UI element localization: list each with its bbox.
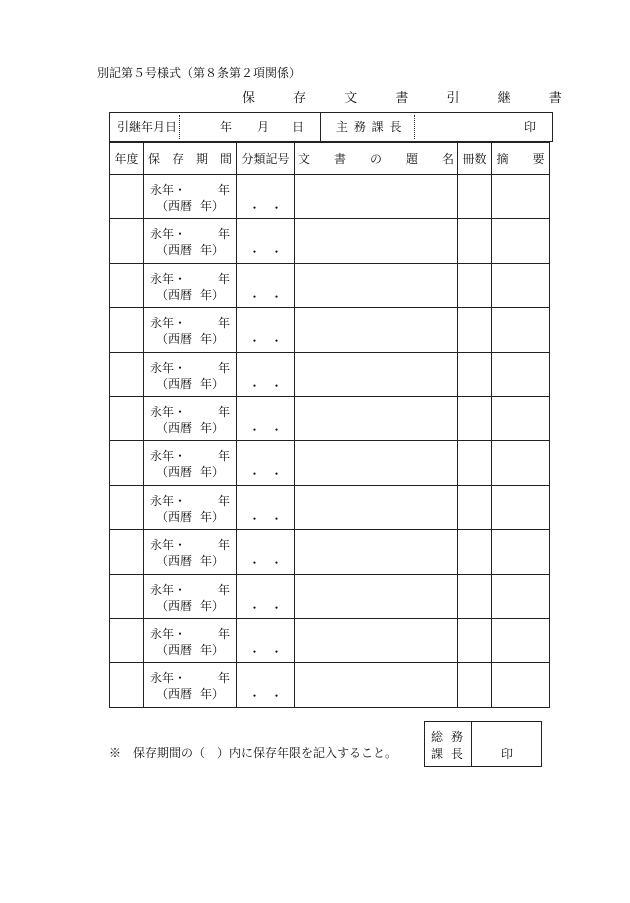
- header-classification: 分類記号: [237, 143, 295, 175]
- western-year-close: 年）: [199, 554, 224, 569]
- retention-period-cell[interactable]: [144, 530, 237, 574]
- western-year-open: （西暦: [156, 687, 193, 702]
- classification-dots: ・・: [248, 378, 293, 393]
- document-title-cell[interactable]: [295, 663, 458, 707]
- document-table: [109, 142, 550, 708]
- document-title-cell[interactable]: [295, 175, 458, 219]
- notes-cell[interactable]: [492, 485, 550, 529]
- period-year-unit: 年: [217, 183, 230, 197]
- western-year-open: （西暦: [156, 199, 193, 213]
- table-row: [110, 308, 550, 352]
- period-prefix: 永年・: [150, 271, 187, 286]
- western-year-open: （西暦: [156, 420, 193, 435]
- solid-divider: [320, 113, 321, 141]
- header-document-title: 文 書 の 題 名: [295, 143, 458, 175]
- approval-label-line2: 課長: [431, 747, 472, 761]
- year-cell[interactable]: [110, 308, 144, 352]
- volumes-cell[interactable]: [458, 352, 492, 396]
- volumes-cell[interactable]: [458, 663, 492, 707]
- year-cell[interactable]: [110, 441, 144, 485]
- period-prefix: 永年・: [150, 227, 187, 242]
- period-prefix: 永年・: [150, 360, 187, 375]
- day-unit: 日: [292, 120, 305, 134]
- volumes-cell[interactable]: [458, 618, 492, 662]
- western-year-close: 年）: [199, 376, 224, 391]
- year-cell[interactable]: [110, 175, 144, 219]
- western-year-open: （西暦: [156, 332, 193, 347]
- notes-cell[interactable]: [492, 663, 550, 707]
- document-title-cell[interactable]: [295, 352, 458, 396]
- document-title-cell[interactable]: [295, 396, 458, 440]
- notes-cell[interactable]: [492, 530, 550, 574]
- year-cell[interactable]: [110, 396, 144, 440]
- notes-cell[interactable]: [492, 441, 550, 485]
- document-title-cell[interactable]: [295, 618, 458, 662]
- table-row: [110, 618, 550, 662]
- classification-cell[interactable]: [237, 219, 295, 263]
- table-row: [110, 219, 550, 263]
- classification-dots: ・・: [248, 289, 293, 304]
- table-row: [110, 396, 550, 440]
- period-year-unit: 年: [217, 582, 230, 597]
- classification-cell[interactable]: [237, 574, 295, 618]
- notes-cell[interactable]: [492, 574, 550, 618]
- classification-dots: ・・: [248, 511, 293, 526]
- western-year-close: 年）: [199, 287, 224, 302]
- retention-period-cell[interactable]: [144, 308, 237, 352]
- notes-cell[interactable]: [492, 396, 550, 440]
- table-header-row: [110, 143, 550, 175]
- period-year-unit: 年: [217, 449, 230, 464]
- classification-cell[interactable]: [237, 663, 295, 707]
- period-year-unit: 年: [217, 271, 230, 286]
- notes-cell[interactable]: [492, 618, 550, 662]
- western-year-close: 年）: [199, 642, 224, 657]
- year-cell[interactable]: [110, 618, 144, 662]
- period-year-unit: 年: [217, 626, 230, 641]
- classification-cell[interactable]: [237, 618, 295, 662]
- retention-period-cell[interactable]: [144, 574, 237, 618]
- period-prefix: 永年・: [150, 404, 187, 419]
- western-year-open: （西暦: [156, 642, 193, 657]
- classification-dots: ・・: [248, 467, 293, 482]
- header-period: 保 存 期 間: [144, 143, 237, 175]
- document-title-cell[interactable]: [295, 441, 458, 485]
- document-title-cell[interactable]: [295, 219, 458, 263]
- classification-dots: ・・: [248, 644, 293, 659]
- year-cell[interactable]: [110, 352, 144, 396]
- volumes-cell[interactable]: [458, 263, 492, 307]
- retention-period-cell[interactable]: [144, 485, 237, 529]
- period-prefix: 永年・: [150, 449, 187, 464]
- form-label: 別記第５号様式（第８条第２項関係）: [97, 66, 302, 80]
- western-year-close: 年）: [199, 420, 224, 435]
- document-title-cell[interactable]: [295, 485, 458, 529]
- classification-cell[interactable]: [237, 441, 295, 485]
- period-prefix: 永年・: [150, 582, 187, 597]
- month-unit: 月: [257, 120, 270, 134]
- approval-seal-mark: 印: [501, 747, 514, 761]
- notes-cell[interactable]: [492, 219, 550, 263]
- period-year-unit: 年: [217, 316, 230, 331]
- classification-dots: ・・: [248, 245, 293, 260]
- table-row: [110, 263, 550, 307]
- footnote: ※ 保存期間の（ ）内に保存年限を記入すること。: [109, 746, 398, 760]
- classification-cell[interactable]: [237, 485, 295, 529]
- period-prefix: 永年・: [150, 671, 187, 686]
- retention-period-cell[interactable]: [144, 396, 237, 440]
- notes-cell[interactable]: [492, 263, 550, 307]
- western-year-open: （西暦: [156, 598, 193, 613]
- retention-period-cell[interactable]: [144, 175, 237, 219]
- period-prefix: 永年・: [150, 316, 187, 331]
- western-year-open: （西暦: [156, 554, 193, 569]
- transfer-info-row: [109, 112, 553, 142]
- manager-label: 主 務 課 長: [336, 120, 403, 134]
- document-title-cell[interactable]: [295, 308, 458, 352]
- year-cell[interactable]: [110, 663, 144, 707]
- retention-period-cell[interactable]: [144, 618, 237, 662]
- document-title-cell[interactable]: [295, 574, 458, 618]
- table-row: [110, 175, 550, 219]
- western-year-close: 年）: [199, 598, 224, 613]
- western-year-close: 年）: [199, 687, 224, 702]
- table-row: [110, 574, 550, 618]
- classification-dots: ・・: [248, 689, 293, 704]
- western-year-close: 年）: [199, 199, 224, 213]
- header-year: 年度: [110, 143, 144, 175]
- period-year-unit: 年: [217, 671, 230, 686]
- classification-cell[interactable]: [237, 352, 295, 396]
- western-year-open: （西暦: [156, 287, 193, 302]
- retention-period-cell[interactable]: [144, 263, 237, 307]
- western-year-close: 年）: [199, 509, 224, 524]
- document-title-cell[interactable]: [295, 530, 458, 574]
- approval-divider: [471, 722, 472, 766]
- table-row: [110, 485, 550, 529]
- period-prefix: 永年・: [150, 183, 187, 197]
- dotted-divider: [414, 115, 415, 139]
- western-year-open: （西暦: [156, 243, 193, 258]
- western-year-close: 年）: [199, 243, 224, 258]
- year-cell[interactable]: [110, 485, 144, 529]
- year-unit: 年: [220, 120, 233, 134]
- volumes-cell[interactable]: [458, 574, 492, 618]
- volumes-cell[interactable]: [458, 308, 492, 352]
- classification-dots: ・・: [248, 600, 293, 615]
- classification-cell[interactable]: [237, 530, 295, 574]
- year-cell[interactable]: [110, 530, 144, 574]
- western-year-open: （西暦: [156, 509, 193, 524]
- year-cell[interactable]: [110, 574, 144, 618]
- western-year-close: 年）: [199, 332, 224, 347]
- volumes-cell[interactable]: [458, 175, 492, 219]
- header-notes: 摘 要: [492, 143, 550, 175]
- period-year-unit: 年: [217, 538, 230, 553]
- volumes-cell[interactable]: [458, 441, 492, 485]
- classification-cell[interactable]: [237, 175, 295, 219]
- table-row: [110, 441, 550, 485]
- classification-dots: ・・: [248, 556, 293, 571]
- western-year-open: （西暦: [156, 376, 193, 391]
- period-year-unit: 年: [217, 360, 230, 375]
- western-year-close: 年）: [199, 465, 224, 480]
- year-cell[interactable]: [110, 219, 144, 263]
- notes-cell[interactable]: [492, 308, 550, 352]
- document-title: 保 存 文 書 引 継 書: [242, 91, 579, 106]
- classification-cell[interactable]: [237, 263, 295, 307]
- volumes-cell[interactable]: [458, 530, 492, 574]
- retention-period-cell[interactable]: [144, 663, 237, 707]
- volumes-cell[interactable]: [458, 485, 492, 529]
- classification-cell[interactable]: [237, 308, 295, 352]
- retention-period-cell[interactable]: [144, 219, 237, 263]
- classification-dots: ・・: [248, 334, 293, 349]
- document-title-cell[interactable]: [295, 263, 458, 307]
- volumes-cell[interactable]: [458, 396, 492, 440]
- table-row: [110, 530, 550, 574]
- volumes-cell[interactable]: [458, 219, 492, 263]
- period-year-unit: 年: [217, 227, 230, 242]
- period-year-unit: 年: [217, 404, 230, 419]
- classification-dots: ・・: [248, 422, 293, 437]
- approval-box: [424, 721, 542, 767]
- classification-dots: ・・: [248, 201, 293, 215]
- dotted-divider: [179, 115, 180, 139]
- period-prefix: 永年・: [150, 626, 187, 641]
- approval-label-line1: 総務: [431, 730, 472, 744]
- period-prefix: 永年・: [150, 493, 187, 508]
- classification-cell[interactable]: [237, 396, 295, 440]
- western-year-open: （西暦: [156, 465, 193, 480]
- period-year-unit: 年: [217, 493, 230, 508]
- notes-cell[interactable]: [492, 175, 550, 219]
- year-cell[interactable]: [110, 263, 144, 307]
- retention-period-cell[interactable]: [144, 352, 237, 396]
- transfer-date-label: 引継年月日: [117, 120, 178, 134]
- table-row: [110, 663, 550, 707]
- retention-period-cell[interactable]: [144, 441, 237, 485]
- header-volumes: 冊数: [458, 143, 492, 175]
- period-prefix: 永年・: [150, 538, 187, 553]
- table-row: [110, 352, 550, 396]
- notes-cell[interactable]: [492, 352, 550, 396]
- seal-mark: 印: [524, 120, 537, 134]
